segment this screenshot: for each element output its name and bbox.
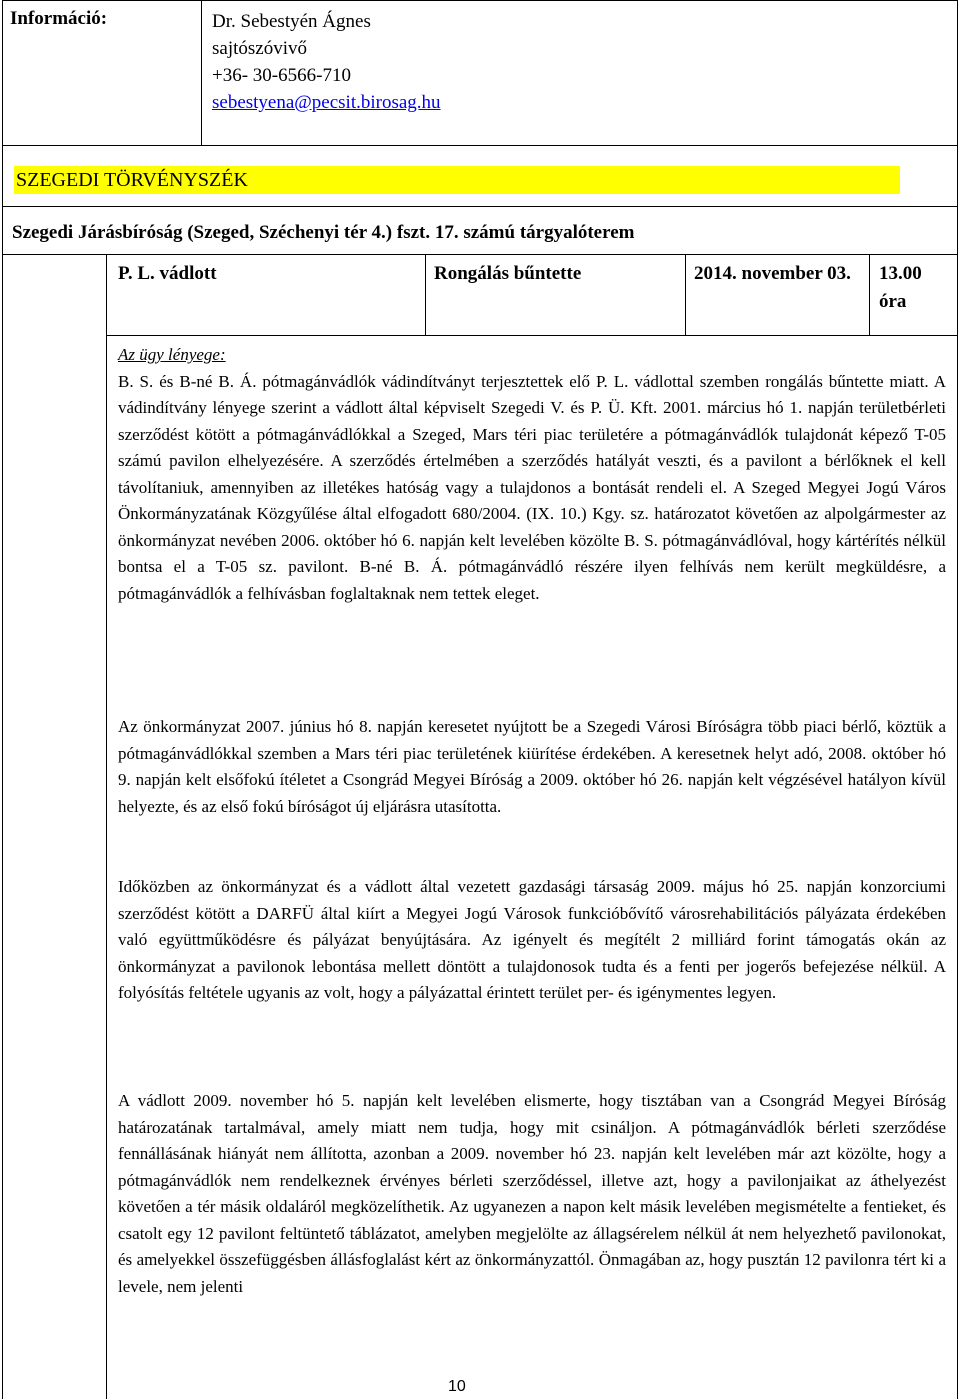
table-border-right (957, 0, 958, 1399)
summary-paragraph-2: Az önkormányzat 2007. június hó 8. napján keresetet nyújtott be a Szegedi Városi Bíróságra több piaci bérlő, köztük a pótmagánvádlókkal szemben a Mars téri piac területének kiürítése érdekében. A keresetnek helyt adó, 2008. október hó 9. napján kelt elsőfokú ítéletet a Csongrád Megyei Bíróság a 2009. október hó 26. napján kelt végzésével hatályon kívül helyezte, és az első fokú bíróságot új eljárásra utasította. (118, 717, 946, 816)
court-row-bottom (2, 206, 957, 207)
case-time: 13.00 óra (879, 263, 922, 312)
case-offense-divider (425, 254, 426, 335)
summary-paragraph-4: A vádlott 2009. november hó 5. napján kelt levelében elismerte, hogy tisztában van a Csongrád Megyei Bíróság határozatának tartalmával, amely miatt nem tudja, hogy mit csináljon. A pótmagánvádlók bérleti szerződése fennállásának hiányát nem állította, azonban a 2009. november hó 23. napján kelt levelében már azt közölte, hogy a pótmagánvádlók nem rendelkeznek érvényes bérleti szerződéssel, illetve azt, hogy a pavilonjaikat az áthelyezést követően a tér másik oldaláról megközelíthetik. Az ugyanezen a napon kelt másik levelében megismételte a fentieket, és csatolt egy 12 pavilont feltüntető táblázatot, amelyben megjelölte az állagsérelem nélkül át nem helyezhető pavilonokat, és amelyekkel összefüggésben állásfoglalást kért az önkormányzattól. Önmagában az, hogy pusztán 12 pavilonra tért ki a levele, nem jelenti (118, 1091, 946, 1296)
summary-paragraph-3: Időközben az önkormányzat és a vádlott által vezetett gazdasági társaság 2009. május hó 25. napján konzorciumi szerződést kötött a DARFÜ által kiírt a Megyei Jogú Városok funkcióbővítő városrehabilitációs pályázata érdekében való együttműködésre és pályázat benyújtására. Az igényelt és megítélt 2 milliárd forint támogatás okán az önkormányzat a pavilonok lebontása mellett döntött a tulajdonosok tudta és a fenti per jogerős befejezése nélkül. A folyósítás feltétele ugyanis az volt, hogy a pályázattal érintett terület per- és igénymentes legyen. (118, 877, 946, 1002)
venue-row-bottom (2, 254, 957, 255)
contact-name: Dr. Sebestyén Ágnes (212, 11, 371, 32)
case-offense: Rongálás bűntette (434, 263, 582, 284)
contact-block (212, 8, 441, 116)
case-date-divider (685, 254, 686, 335)
table-border-top (2, 0, 957, 1)
summary-paragraph-3-block (118, 874, 946, 1007)
contact-role: sajtószóvivő (212, 38, 307, 59)
contact-phone: +36- 30-6566-710 (212, 65, 351, 86)
case-defendant: P. L. vádlott (118, 263, 217, 284)
case-time-divider (869, 254, 870, 335)
info-row-bottom (2, 145, 957, 146)
info-label: Információ: (10, 8, 108, 29)
case-left-column-line (106, 254, 107, 1399)
court-name-banner: SZEGEDI TÖRVÉNYSZÉK (14, 166, 900, 194)
case-row-bottom (106, 335, 957, 336)
info-column-divider (201, 0, 202, 145)
case-summary (118, 342, 946, 607)
contact-email-link[interactable]: sebestyena@pecsit.birosag.hu (212, 92, 441, 113)
summary-paragraph-1: B. S. és B-né B. Á. pótmagánvádlók vádindítványt terjesztettek elő P. L. vádlottal szemben rongálás bűntette miatt. A vádindítvány lényege szerint a vádlott által képviselt Szegedi V. és P. Ü. Kft. 2001. március hó 1. napján területbérleti szerződést kötött a pótmagánvádlókkal a Szeged, Mars téri piac területére a pótmagánvádlók tulajdonát képező T-05 számú pavilon elhelyezésére. A szerződés értelmében a szerződés hatályát veszti, és a pavilont a bérlőknek el kell távolítaniuk, amennyiben az illetékes hatóság vagy a tulajdonos a bontását rendeli el. A Szeged Megyei Jogú Város Önkormányzatának Közgyűlése által elfogadott 680/2004. (IX. 10.) Kgy. sz. határozatot követően az alpolgármester az önkormányzat nevében 2006. október hó 6. napján kelt levelében közölte B. S. pótmagánvádlóval, hogy kártérítés nélkül bontsa el a T-05 sz. pavilont. B-né B. Á. pótmagánvádló részére ilyen felhívás nem került megküldésre, a pótmagánvádlók a felhívásban foglaltaknak nem tettek eleget. (118, 371, 946, 603)
case-date: 2014. november 03. (694, 263, 851, 284)
venue-line: Szegedi Járásbíróság (Szeged, Széchenyi tér 4.) fszt. 17. számú tárgyalóterem (12, 222, 635, 243)
table-border-left (2, 0, 3, 1399)
summary-paragraph-4-block (118, 1088, 946, 1300)
summary-paragraph-2-block (118, 714, 946, 820)
page-number: 10 (448, 1378, 466, 1395)
summary-title: Az ügy lényege: (118, 345, 226, 364)
